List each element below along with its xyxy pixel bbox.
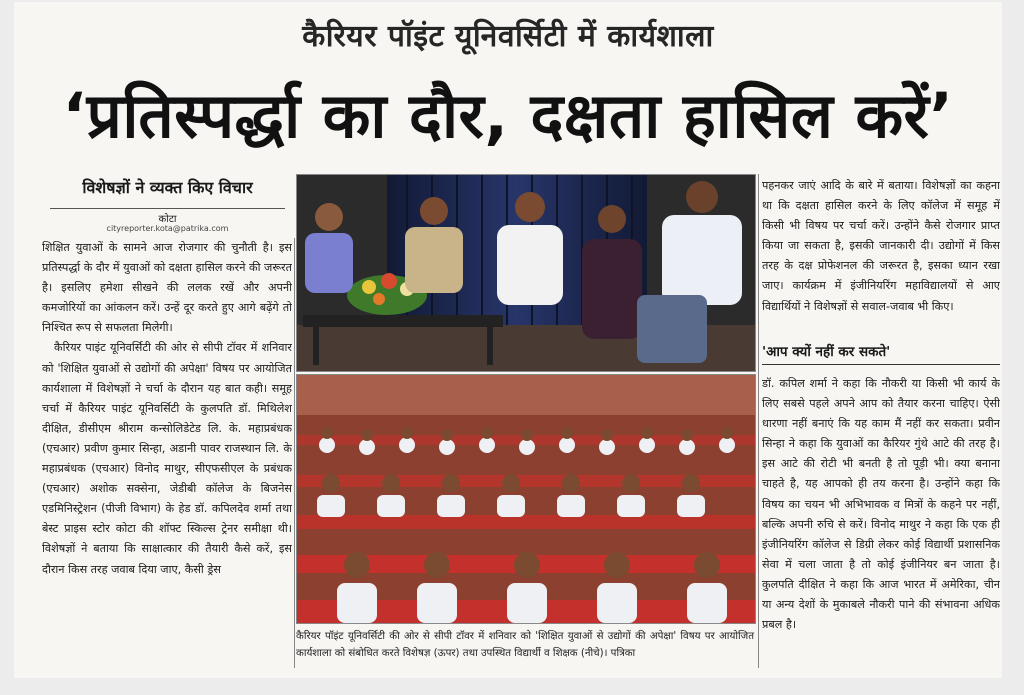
photo-caption: कैरियर पॉइंट यूनिवर्सिटी की ओर से सीपी टॉवर में शनिवार को 'शिक्षित युवाओं से उद्योगों की अपेक्षा' विषय पर आयोजित कार्यशाला को संबोधित करते विशेषज्ञ (ऊपर) तथा उपस्थित विद्यार्थी व शिक्षक (नीचे)। पत्रिका (296, 631, 754, 659)
panel-discussion-photo (296, 174, 756, 372)
column-divider (294, 238, 295, 668)
article-column-right-top (762, 176, 1000, 336)
newspaper-clipping (14, 2, 1002, 678)
paragraph: डॉ. कपिल शर्मा ने कहा कि नौकरी या किसी भी कार्य के लिए सबसे पहले अपने आप को तैयार करना चाहिए। ऐसी धारणा नहीं बनाएं कि यह काम मैं नहीं कर सकता। प्रवीन सिन्हा ने कहा कि युवाओं का कैरियर गुंथे आटे की तरह है। इस आटे की रोटी भी बनती है तो पूड़ी भी। क्या बनाना चाहते है, यह आपको ही तय करना है। उन्होंने कहा कि विषय का चयन भी अभिभावक व मित्रों के कहने पर नहीं, बल्कि अपनी रुचि से करें। विनोद माथुर ने कहा कि एक ही इंजीनियरिंग कॉलेज से डिग्री लेकर कोई विद्यार्थी प्रशासनिक सेवा में चला जाता है तो कोई इंजीनियर बन जाता है। कुलपति दीक्षित ने कहा कि आज भारत में अमेरिका, चीन या अन्य देशों के मुकाबले नौकरी पाने की संभावना अधिक प्रबल है। (762, 377, 1000, 632)
section-heading: 'आप क्यों नहीं कर सकते' (762, 342, 1000, 365)
panel-discussion-illustration (297, 175, 755, 371)
reporter-email: cityreporter.kota@patrika.com (106, 224, 229, 233)
article-subhead: विशेषज्ञों ने व्यक्त किए विचार (82, 178, 253, 197)
column-divider (758, 174, 759, 668)
audience-illustration (297, 375, 755, 623)
dateline-place: कोटा (50, 208, 285, 225)
article-column-left (42, 238, 292, 668)
article-column-right-bottom (762, 374, 1000, 670)
article-kicker: कैरियर पॉइंट यूनिवर्सिटी में कार्यशाला (302, 19, 714, 54)
paragraph: शिक्षित युवाओं के सामने आज रोजगार की चुनौती है। इस प्रतिस्पर्द्धा के दौर में युवाओं को दक्षता हासिल करने की जरूरत है। इसलिए हमेशा सीखने की ललक रखें और अपनी कमजोरियों का आंकलन करें। उन्हें दूर करते हुए आगे बढ़ेंगे तो निश्चित रूप से सफलता मिलेगी। (42, 241, 292, 335)
paragraph: कैरियर पाइंट यूनिवर्सिटी की ओर से सीपी टॉवर में शनिवार को 'शिक्षित युवाओं से उद्योगों की अपेक्षा' विषय पर आयोजित कार्यशाला में विशेषज्ञों ने चर्चा के दौरान यह बात कही। समूह चर्चा में कैरियर पाइंट यूनिवर्सिटी के कुलपति डॉ. मिथिलेश दीक्षित, डीसीएम श्रीराम कन्सोलिडेटेड लि. के. महाप्रबंधक (एचआर) प्रवीण कुमार सिन्हा, अडानी पावर राजस्थान लि. के महाप्रबंधक (एचआर) विनोद माथुर, सीएफसीएल के प्रबंधक (एचआर) अशोक सक्सेना, जेडीबी कॉलेज के बिजनेस एडमिनिस्ट्रेशन (पीजी विभाग) के हेड डॉ. कपिलदेव शर्मा तथा बेस्ट प्राइस स्टोर कोटा की शॉफ्ट स्किल्स ट्रेनर समीक्षा थी। विशेषज्ञों ने बताया कि साक्षात्कार की तैयारी कैसे करें, इस दौरान किस तरह जवाब दिया जाए, कैसी ड्रेस (42, 341, 292, 576)
article-headline: ‘प्रतिस्पर्द्धा का दौर, दक्षता हासिल करें’ (62, 79, 954, 152)
auditorium-audience-photo (296, 374, 756, 624)
paragraph: पहनकर जाएं आदि के बारे में बताया। विशेषज्ञों का कहना था कि दक्षता हासिल करने के लिए कॉलेज में समूह में किसी भी विषय पर चर्चा करें। उन्होंने कैसे रोजगार प्राप्त किया जा सकता है, इसकी जानकारी दी। उद्योगों में किस तरह के दक्ष प्रोफेशनल की जरूरत है, इसका ध्यान रखा जाए। कार्यक्रम में इंजीनियरिंग महाविद्यालयों से आए विद्यार्थियों ने विशेषज्ञों से सवाल-जवाब भी किए। (762, 179, 1000, 313)
